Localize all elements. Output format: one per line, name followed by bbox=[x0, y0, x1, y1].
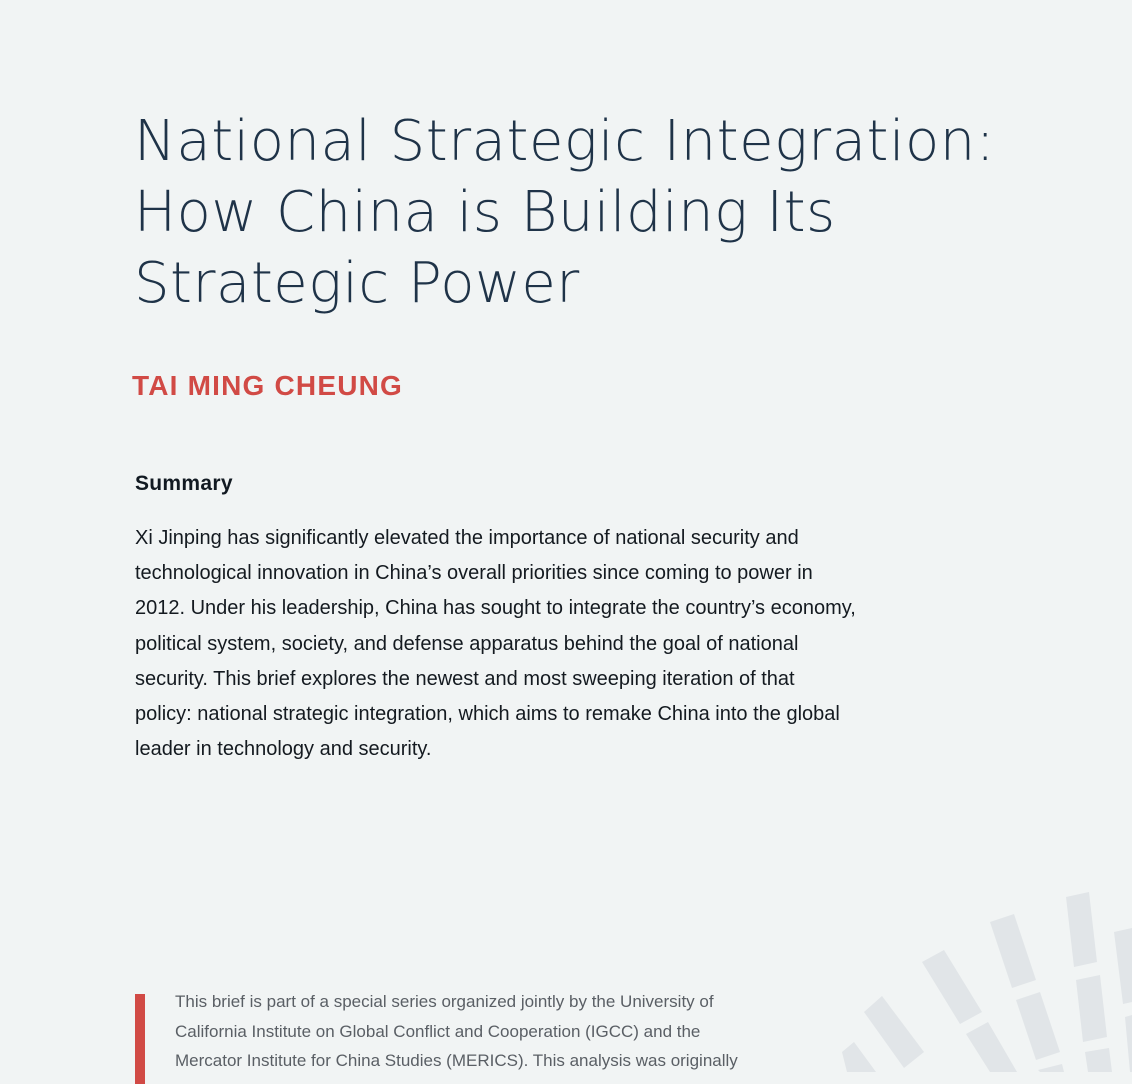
summary-line: security. This brief explores the newest and most sweeping iteration of that bbox=[135, 667, 795, 690]
summary-line: political system, society, and defense apparatus behind the goal of national bbox=[135, 632, 799, 655]
note-line: California Institute on Global Conflict and Cooperation (IGCC) and the bbox=[175, 1021, 701, 1041]
document-title bbox=[134, 106, 994, 319]
title-line: National Strategic Integration: bbox=[134, 109, 996, 174]
note-line: Mercator Institute for China Studies (MERICS). This analysis was originally bbox=[175, 1051, 738, 1070]
author-name: TAI MING CHEUNG bbox=[132, 370, 404, 401]
title-line: How China is Building Its bbox=[134, 180, 836, 245]
title-line: Strategic Power bbox=[134, 251, 580, 316]
summary-line: technological innovation in China’s overall priorities since coming to power in bbox=[135, 562, 813, 585]
note-accent-bar bbox=[135, 994, 145, 1084]
summary-line: Xi Jinping has significantly elevated the importance of national security and bbox=[135, 527, 799, 549]
summary-paragraph bbox=[135, 521, 935, 767]
summary-heading: Summary bbox=[135, 472, 233, 495]
striped-fan-graphic bbox=[842, 892, 1132, 1072]
note-line: This brief is part of a special series organized jointly by the University of bbox=[175, 992, 714, 1011]
summary-line: leader in technology and security. bbox=[135, 738, 432, 761]
summary-line: 2012. Under his leadership, China has sought to integrate the country’s economy, bbox=[135, 597, 856, 620]
summary-line: policy: national strategic integration, which aims to remake China into the global bbox=[135, 703, 840, 726]
series-note bbox=[175, 987, 815, 1076]
